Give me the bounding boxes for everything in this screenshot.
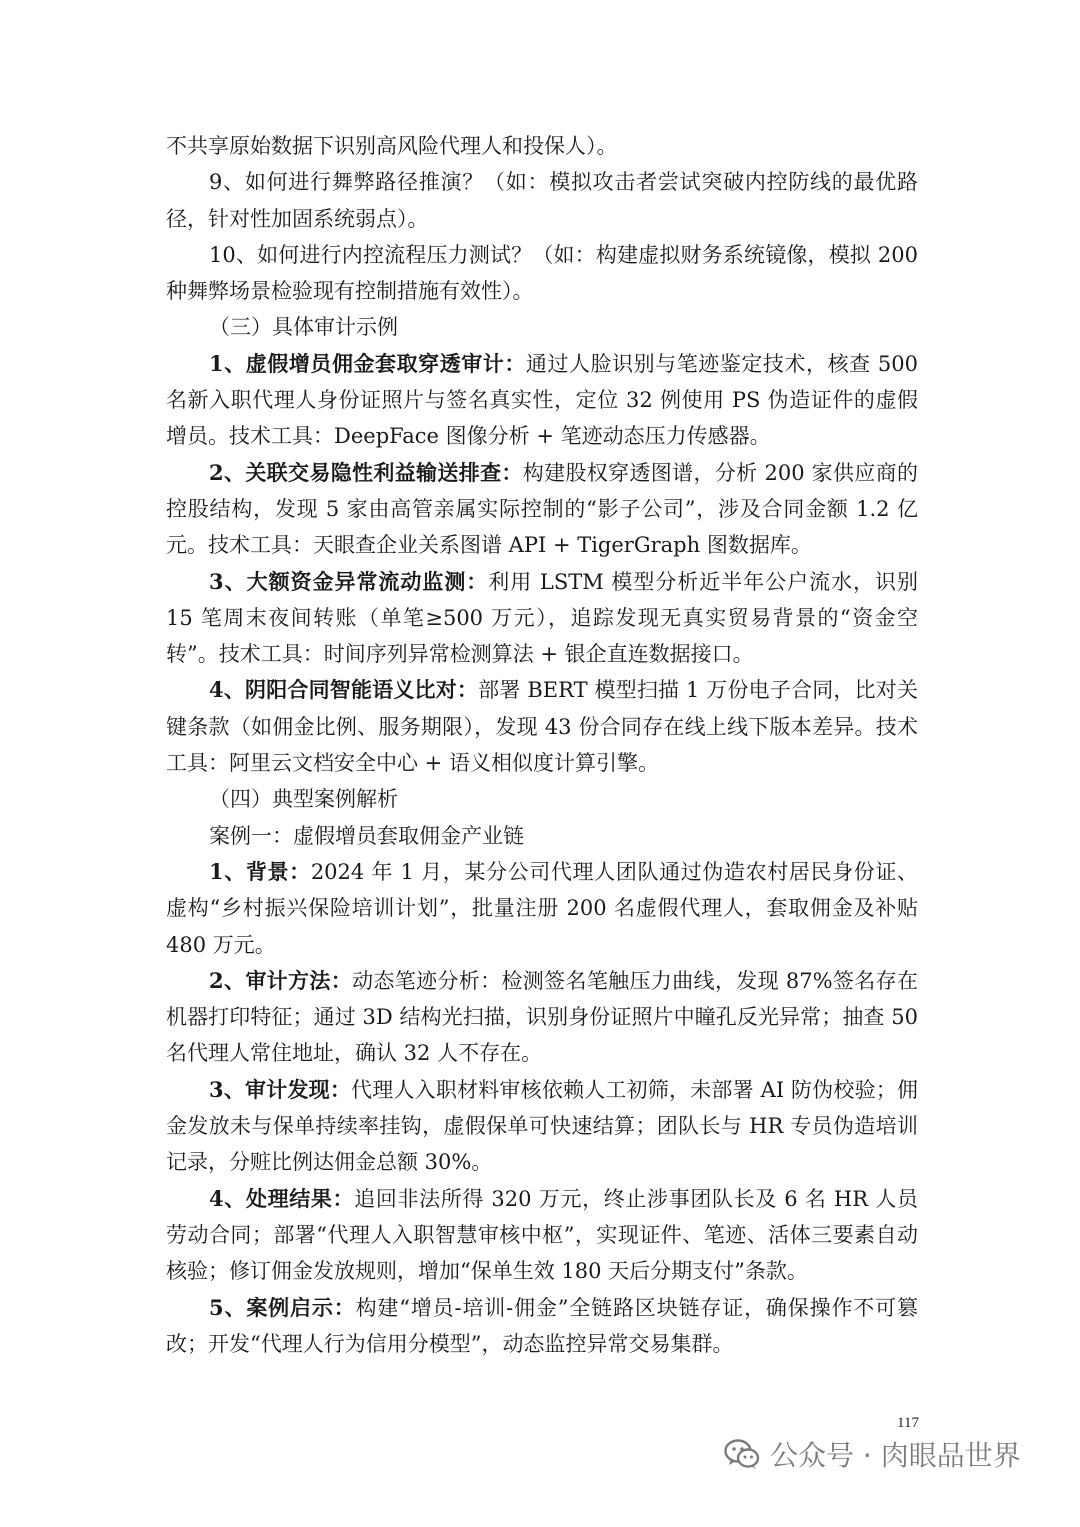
paragraph [166, 1072, 918, 1181]
paragraph-lead: 1、虚假增员佣金套取穿透审计： [209, 350, 526, 376]
wechat-icon [724, 1438, 760, 1470]
paragraph-lead: 3、大额资金异常流动监测： [209, 568, 489, 594]
paragraph [166, 963, 918, 1072]
paragraph [166, 1290, 918, 1363]
paragraph-text: 构建股权穿透图谱，分析 200 家供应商的控股结构，发现 5 家由高管亲属实际控制的“影子公司”，涉及合同金额 1.2 亿元。技术工具：天眼查企业关系图谱 API + TigerGraph 图数据库。 [166, 460, 918, 558]
page-number: 117 [897, 1415, 919, 1431]
paragraph-lead: 1、背景： [209, 858, 311, 884]
paragraph-text: 部署 BERT 模型扫描 1 万份电子合同，比对关键条款（如佣金比例、服务期限），发现 43 份合同存在线上线下版本差异。技术工具：阿里云文档安全中心 + 语义相似度计算引擎。 [166, 678, 918, 776]
paragraph-text: 构建“增员-培训-佣金”全链路区块链存证，确保操作不可篡改；开发“代理人行为信用分模型”，动态监控异常交易集群。 [166, 1295, 918, 1356]
paragraph [166, 672, 918, 781]
watermark-text: 公众号 · 肉眼品世界 [770, 1439, 1021, 1472]
paragraph [166, 346, 918, 455]
paragraph-text: 2024 年 1 月，某分公司代理人团队通过伪造农村居民身份证、虚构“乡村振兴保险培训计划”，批量注册 200 名虚假代理人，套取佣金及补贴 480 万元。 [166, 859, 918, 957]
paragraph-lead: 5、案例启示： [209, 1294, 356, 1320]
paragraph-lead: 2、审计方法： [209, 967, 353, 993]
paragraph [166, 781, 918, 817]
paragraph-lead: 3、审计发现： [209, 1076, 352, 1102]
paragraph-text: 利用 LSTM 模型分析近半年公户流水，识别 15 笔周末夜间转账（单笔≥500 万元），追踪发现无真实贸易背景的“资金空转”。技术工具：时间序列异常检测算法 + 银企直连数据接口。 [166, 569, 918, 667]
paragraph-text: 追回非法所得 320 万元，终止涉事团队长及 6 名 HR 人员劳动合同；部署“代理人入职智慧审核中枢”，实现证件、笔迹、活体三要素自动核验；修订佣金发放规则，增加“保单生效 180 天后分期支付”条款。 [166, 1186, 918, 1284]
paragraph-text: 不共享原始数据下识别高风险代理人和投保人）。 [166, 134, 618, 158]
paragraph-text: 代理人入职材料审核依赖人工初筛，未部署 AI 防伪校验；佣金发放未与保单持续率挂钩，虚假保单可快速结算；团队长与 HR 专员伪造培训记录，分赃比例达佣金总额 30%。 [166, 1077, 918, 1175]
paragraph-text: 9、如何进行舞弊路径推演？（如：模拟攻击者尝试突破内控防线的最优路径，针对性加固系统弱点）。 [166, 170, 918, 231]
paragraph-text: 通过人脸识别与笔迹鉴定技术，核查 500 名新入职代理人身份证照片与签名真实性，定位 32 例使用 PS 伪造证件的虚假增员。技术工具：DeepFace 图像分析 + 笔迹动态压力传感器。 [166, 351, 918, 449]
paragraph [166, 164, 918, 237]
document-body [166, 128, 918, 1362]
paragraph [166, 1181, 918, 1290]
paragraph [166, 818, 918, 854]
paragraph-text: 动态笔迹分析：检测签名笔触压力曲线，发现 87%签名存在机器打印特征；通过 3D 结构光扫描，识别身份证照片中瞳孔反光异常；抽查 50 名代理人常住地址，确认 32 人不存在。 [166, 968, 918, 1066]
paragraph [166, 309, 918, 345]
paragraph [166, 854, 918, 963]
paragraph [166, 564, 918, 673]
watermark [724, 1424, 1021, 1484]
paragraph-text: （四）典型案例解析 [209, 787, 399, 812]
paragraph-text: 10、如何进行内控流程压力测试？（如：构建虚拟财务系统镜像，模拟 200 种舞弊场景检验现有控制措施有效性）。 [166, 242, 918, 304]
paragraph-lead: 2、关联交易隐性利益输送排查： [209, 459, 523, 485]
paragraph [166, 237, 918, 310]
paragraph-text: 案例一：虚假增员套取佣金产业链 [209, 823, 525, 848]
paragraph [166, 455, 918, 564]
paragraph [166, 128, 918, 164]
paragraph-lead: 4、阴阳合同智能语义比对： [209, 677, 479, 703]
paragraph-lead: 4、处理结果： [209, 1185, 355, 1211]
paragraph-text: （三）具体审计示例 [209, 315, 399, 340]
